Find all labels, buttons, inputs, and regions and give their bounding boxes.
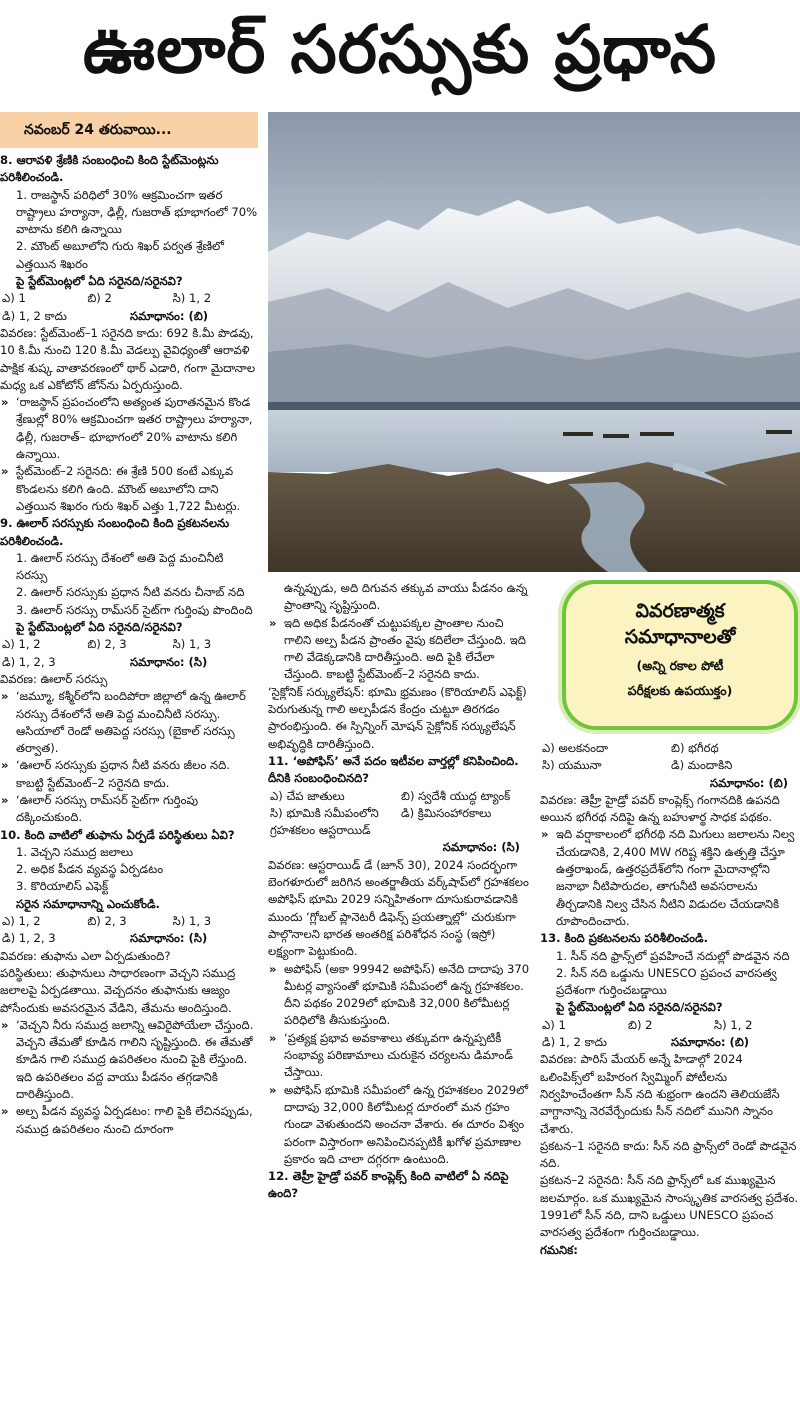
option: డి) 1, 2, 3: [2, 654, 56, 669]
bullet-point: » అల్ప పీడన వ్యవస్థ ఏర్పడటం: గాలి పైకి లేచినప్పుడు, సముద్ర ఉపరితలం నుంచి దూరంగా: [0, 1103, 258, 1138]
statement: 3. ఊలార్ సరస్సు రామ్‌సర్ సైట్‌గా గుర్తింపు పొందింది: [16, 602, 253, 617]
promo-subtitle: (అన్ని రకాల పోటీ: [636, 658, 724, 673]
statement: 2. మౌంట్ అబూలోని గురు శిఖర్ పర్వత శ్రేణిలో ఎత్తయిన శిఖరం: [16, 239, 224, 271]
options-row: [0, 930, 258, 947]
option: డి) 1, 2, 3: [2, 931, 56, 946]
note-label: గమనిక:: [540, 1242, 578, 1257]
statement: 1. సీన్ నది ఫ్రాన్స్‌లో ప్రవహించే నదుల్లో పొడవైన నది: [556, 948, 790, 963]
options-row: [540, 1034, 800, 1051]
question-10-stem: 10. కింది వాటిలో తుఫాను ఏర్పడే పరిస్థితులు ఏవి?: [0, 827, 235, 842]
question-prompt: పై స్టేట్‌మెంట్లలో ఏది సరైనది/సరైనవి?: [16, 620, 183, 635]
bullet-point: » ‘ఊలార్ సరస్సు రామ్‌సర్ సైట్‌గా గుర్తింపు దక్కించుకుంది.: [0, 792, 258, 827]
answer: సమాధానం: (సి): [442, 840, 520, 855]
bullet-point: » స్టేట్‌మెంట్–2 సరైనది: ఈ శ్రేణి 500 కంటే ఎక్కువ కొండలను కలిగి ఉంది. మౌంట్ అబూలోని దాని ఎత్తయిన శిఖరం గురు శిఖర్ ఎత్తు 1,722 మీటర్లు.: [0, 463, 258, 515]
bullet-point: » ‘ఊలార్ సరస్సుకు ప్రధాన నీటి వనరు జీలం నది. కాబట్టి స్టేట్‌మెంట్–2 సరైనది కాదు.: [0, 757, 258, 792]
option: బి) స్వదేశీ యుద్ధ ట్యాంక్: [401, 788, 511, 803]
explanation: వివరణ: తెహ్రీ హైడ్రో పవర్ కాంప్లెక్స్ గంగానదికి ఉపనది అయిన భగీరథ నదిపై ఉన్న బహుళార్థ సాధక పథకం.: [540, 792, 780, 825]
continuation-banner: నవంబర్ 24 తరువాయి...: [0, 112, 258, 148]
options-row: [268, 788, 532, 805]
question-prompt: పై స్టేట్‌మెంట్లలో ఏది సరైనది/సరైనవి?: [556, 1000, 723, 1015]
options-row: [0, 654, 258, 671]
paragraph: ఉన్నప్పుడు, అది దిగువన తక్కువ వాయు పీడనం ఉన్న ప్రాంతాన్ని సృష్టిస్తుంది.: [284, 581, 528, 613]
explanation: వివరణ: ఊలార్ సరస్సు: [0, 671, 108, 686]
option: డి) 1, 2 కాదు: [542, 1035, 607, 1050]
question-13-stem: 13. కింది ప్రకటనలను పరిశీలించండి.: [540, 931, 708, 946]
option: ఎ) అలకనందా: [542, 741, 609, 755]
bullet-point: » ‘ప్రత్యక్ష ప్రభావ అవకాశాలు తక్కువగా ఉన్నప్పటికీ సంభావ్య పరిణామాలు చురుకైన చర్యలను డిమాండ్ చేస్తాయి.: [268, 1030, 532, 1082]
answer: సమాధానం: (బి): [709, 775, 788, 790]
option: సి) యమునా: [542, 758, 602, 773]
answer: సమాధానం: (బి): [671, 1035, 750, 1050]
statement: 2. సీన్ నది ఒడ్డును UNESCO ప్రపంచ వారసత్వ ప్రదేశంగా గుర్తించబడ్డాయి: [556, 965, 777, 998]
option: ఎ) 1: [542, 1017, 566, 1032]
bullet-point: » ‘వెచ్చని నీరు సముద్ర జలాన్ని ఆవిరైపోయేలా చేస్తుంది. వెచ్చని తేమతో కూడిన గాలిని సృష్టిస్తుంది. ఈ తేమతో కూడిన గాలి సముద్ర ఉపరితలం నుంచి పైకి లేస్తుంది. ఇది ఉపరితలం వద్ద వాయు పీడనం తగ్గడానికి దారితీస్తుంది.: [0, 1017, 258, 1103]
bullet-point: » ‘రాజస్థాన్ ప్రపంచంలోని అత్యంత పురాతనమైన కొండ శ్రేణుల్లో 80% ఆక్రమించగా ఇతర రాష్ట్రాలు హర్యానా, ఢిల్లీ, గుజరాత్– భూభాగంలో 20% వాటాను కలిగి ఉన్నాయి.: [0, 394, 258, 463]
option: బి) భగీరథ: [671, 741, 719, 755]
promo-subtitle: పరీక్షలకు ఉపయుక్తం): [627, 683, 733, 698]
option: డి) 1, 2 కాదు: [2, 308, 67, 323]
options-row: [268, 805, 532, 840]
bullet-point: » అపోఫిస్ భూమికి సమీపంలో ఉన్న గ్రహశకలం 2029లో దాదాపు 32,000 కిలోమీటర్ల దూరంలో మన గ్రహం గుండా వెళుతుందని అంచనా వేశారు. ఈ దూరం విశ్వం పరంగా విస్తారంగా అనిపించినప్పటికీ ఖగోళ ప్రమాణాల ప్రకారం ఇది చాలా దగ్గరగా ఉంటుంది.: [268, 1082, 532, 1168]
options-row: [0, 913, 258, 930]
statement: 1. వెచ్చని సముద్ర జలాలు: [16, 844, 133, 859]
bullet-point: » ‘జమ్మూ, కశ్మీర్‌లోని బందిపోరా జిల్లాలో ఉన్న ఊలార్ సరస్సు దేశంలోనే అతి పెద్ద మంచినీటి సరస్సు. ఆసియాలో రెండో అతిపెద్ద సరస్సు (బైకాల్ సరస్సు తర్వాత).: [0, 688, 258, 757]
option: బి) 2: [87, 291, 112, 306]
explanation: వివరణ: ఆస్టరాయిడ్ డే (జూన్ 30), 2024 సందర్భంగా బెంగళూరులో జరిగిన అంతర్జాతీయ వర్క్‌షాప్‌లో గ్రహశకలం అపోఫిస్ భూమి 2029 సన్నిహితంగా దూసుకురావడానికి ముందు ‘గ్లోబల్ ప్లానెటరీ డిఫెన్స్ ప్రయత్నాల్లో’ చురుకుగా పాల్గొనాలని భారత అంతరిక్ష పరిశోధన సంస్థ (ఇస్రో) లక్ష్యంగా పెట్టుకుంది.: [268, 857, 529, 959]
option: బి) 2: [628, 1017, 653, 1032]
promo-title: సమాధానాలతో: [624, 626, 736, 648]
question-prompt: సరైన సమాధానాన్ని ఎంచుకోండి.: [16, 896, 160, 911]
bullet-point: » ఇది అధిక పీడనంతో చుట్టుపక్కల ప్రాంతాల నుంచి గాలిని అల్ప పీడన ప్రాంతం వైపు కదిలేలా చేస్తుంది. ఇది గాలి వేడెక్కడానికి దారితీస్తుంది. అది పైకి లేచేలా చేస్తుంది. కాబట్టి స్టేట్‌మెంట్–2 సరైనది కాదు.: [268, 615, 532, 684]
answer: సమాధానం: (సి): [130, 931, 208, 946]
paragraph: ప్రకటన–1 సరైనది కాదు: సీన్ నది ఫ్రాన్స్‌లో రెండో పొడవైన నది.: [540, 1138, 797, 1171]
question-12-stem: 12. తెహ్రీ హైడ్రో పవర్ కాంప్లెక్స్ కింది వాటిలో ఏ నదిపై ఉంది?: [268, 1169, 509, 1201]
statement: 1. రాజస్థాన్ పరిధిలో 30% ఆక్రమించగా ఇతర రాష్ట్రాలు హర్యానా, ఢిల్లీ, గుజరాత్ భూభాగంలో 70% వాటాను కలిగి ఉన్నాయి: [16, 187, 258, 237]
option: సి) 1, 3: [172, 637, 212, 652]
wular-lake-photo: [268, 112, 800, 572]
bullet-point: » అపోఫిస్ (అకా 99942 అపోఫిస్) అనేది దాదాపు 370 మీటర్ల వ్యాసంతో భూమికి సమీపంలో ఉన్న గ్రహశకలం. దీని పథకం 2029లో భూమికి 32,000 కిలోమీటర్ల పరిధిలోకి తీసుకుస్తుంది.: [268, 961, 532, 1030]
option: సి) భూమికి సమీపంలోని గ్రహశకలం ఆస్టరాయిడ్: [270, 805, 379, 838]
option: సి) 1, 2: [172, 291, 212, 306]
options-row: [0, 636, 258, 653]
options-row: [0, 308, 258, 325]
options-row: [540, 740, 800, 757]
question-11-stem: 11. ‘అపోఫిస్’ అనే పదం ఇటీవల వార్తల్లో కనిపించింది. దీనికి సంబంధించినది?: [268, 753, 519, 786]
options-row: [540, 757, 800, 774]
options-row: [540, 1017, 800, 1034]
option: సి) 1, 3: [172, 914, 212, 929]
bullet-point: » ఇది వర్షాకాలంలో భగీరథి నది మిగులు జలాలను నిల్వ చేయడానికి, 2,400 MW గరిష్ట శక్తిని ఉత్పత్తి చేస్తూ ఉత్తరాఖండ్, ఉత్తరప్రదేశ్‌లోని గంగా మైదానాల్లోని జనాభా నీటిపారుదల, తాగునీటి అవసరాలను తీర్చడానికి నిల్వ చేసిన నీటిని విడుదల చేయడానికి రూపొందించారు.: [540, 826, 800, 930]
option: ఎ) 1, 2: [2, 914, 41, 929]
option: డి) మందాకిని: [671, 758, 733, 773]
answer: సమాధానం: (బి): [130, 308, 209, 323]
explanation: వివరణ: స్టేట్‌మెంట్–1 సరైనది కాదు: 692 కి.మీ పొడవు, 10 కి.మీ నుంచి 120 కి.మీ వెడల్పు వైవిధ్యంతో ఆరావళి పాక్షిక శుష్క వాతావరణంలో థార్ ఎడారి, గంగా మైదానాల మధ్య ఒక ఎకోటోన్ జోన్‌ను ఏర్పరుస్తుంది.: [0, 325, 256, 392]
option: ఎ) 1, 2: [2, 637, 41, 652]
explanation: వివరణ: తుఫాను ఎలా ఏర్పడుతుంది?: [0, 948, 171, 963]
paragraph: ప్రకటన–2 సరైనది: సీన్ నది ఫ్రాన్స్‌లో ఒక ముఖ్యమైన జలమార్గం. ఒక ముఖ్యమైన సాంస్కృతిక వారసత్వ ప్రదేశం. 1991లో సీన్ నది, దాని ఒడ్డులు UNESCO ప్రపంచ వారసత్వ ప్రదేశంగా గుర్తించబడ్డాయి.: [540, 1173, 799, 1240]
option: ఎ) 1: [2, 291, 26, 306]
right-column: [540, 580, 800, 1403]
option: బి) 2, 3: [87, 637, 127, 652]
option: డి) క్రిమిసంహారకాలు: [401, 805, 492, 820]
question-9-stem: 9. ఊలార్ సరస్సుకు సంబంధించి కింది ప్రకటనలను పరిశీలించండి.: [0, 516, 230, 548]
middle-column: [268, 580, 532, 1403]
option: బి) 2, 3: [87, 914, 127, 929]
paragraph: ‘సైక్లోనిక్ సర్క్యులేషన్: భూమి భ్రమణం (కొరియాలిస్ ఎఫెక్ట్) పెరుగుతున్న గాలి అల్పపీడన కేంద్రం చుట్టూ తిరగడం ప్రారంభిస్తుంది. ఈ స్పిన్నింగ్ మోషన్ సైక్లోనిక్ సర్క్యులేషన్ అభివృద్ధికి దారితీస్తుంది.: [268, 684, 527, 751]
statement: 3. కొరియాలిస్ ఎఫెక్ట్: [16, 879, 109, 894]
statement: 2. ఊలార్ సరస్సుకు ప్రధాన నీటి వనరు చీనాబ్ నది: [16, 585, 245, 600]
statement: 1. ఊలార్ సరస్సు దేశంలో అతి పెద్ద మంచినీటి సరస్సు: [16, 550, 224, 583]
conditions-paragraph: పరిస్థితులు: తుఫానులు సాధారణంగా వెచ్చని సముద్ర జలాలపై ఏర్పడతాయి. వెచ్చదనం తుఫానుకు ఆజ్యం పోసేందుకు అవసరమైన వేడిని, తేమను అందిస్తుంది.: [0, 965, 236, 1015]
explanation: వివరణ: పారిస్ మేయర్ అన్నే హిడాల్గో 2024 ఒలింపిక్స్‌లో బహిరంగ స్విమ్మింగ్ పోటీలను నిర్వహించేంతగా సీన్ నది శుభ్రంగా ఉందని తెలియజేసే వాగ్దానాన్ని నెరవేర్చేందుకు సీన్ నదిలో మునిగి స్నానం చేశారు.: [540, 1052, 780, 1136]
headline: ఊలార్ సరస్సుకు ప్రధాన: [82, 11, 718, 88]
statement: 2. అధిక పీడన వ్యవస్థ ఏర్పడటం: [16, 862, 164, 877]
options-row: [0, 290, 258, 307]
option: ఎ) చేప జాతులు: [270, 788, 345, 803]
option: సి) 1, 2: [714, 1017, 753, 1032]
promo-title: వివరణాత్మక: [635, 600, 725, 622]
answer: సమాధానం: (సి): [130, 654, 208, 669]
promo-box: [562, 580, 798, 730]
question-prompt: పై స్టేట్‌మెంట్లలో ఏది సరైనది/సరైనవి?: [16, 274, 183, 289]
question-8-stem: 8. ఆరావళి శ్రేణికి సంబంధించి కింది స్టేట్‌మెంట్లను పరిశీలించండి.: [0, 153, 219, 185]
left-column: [0, 112, 258, 1403]
